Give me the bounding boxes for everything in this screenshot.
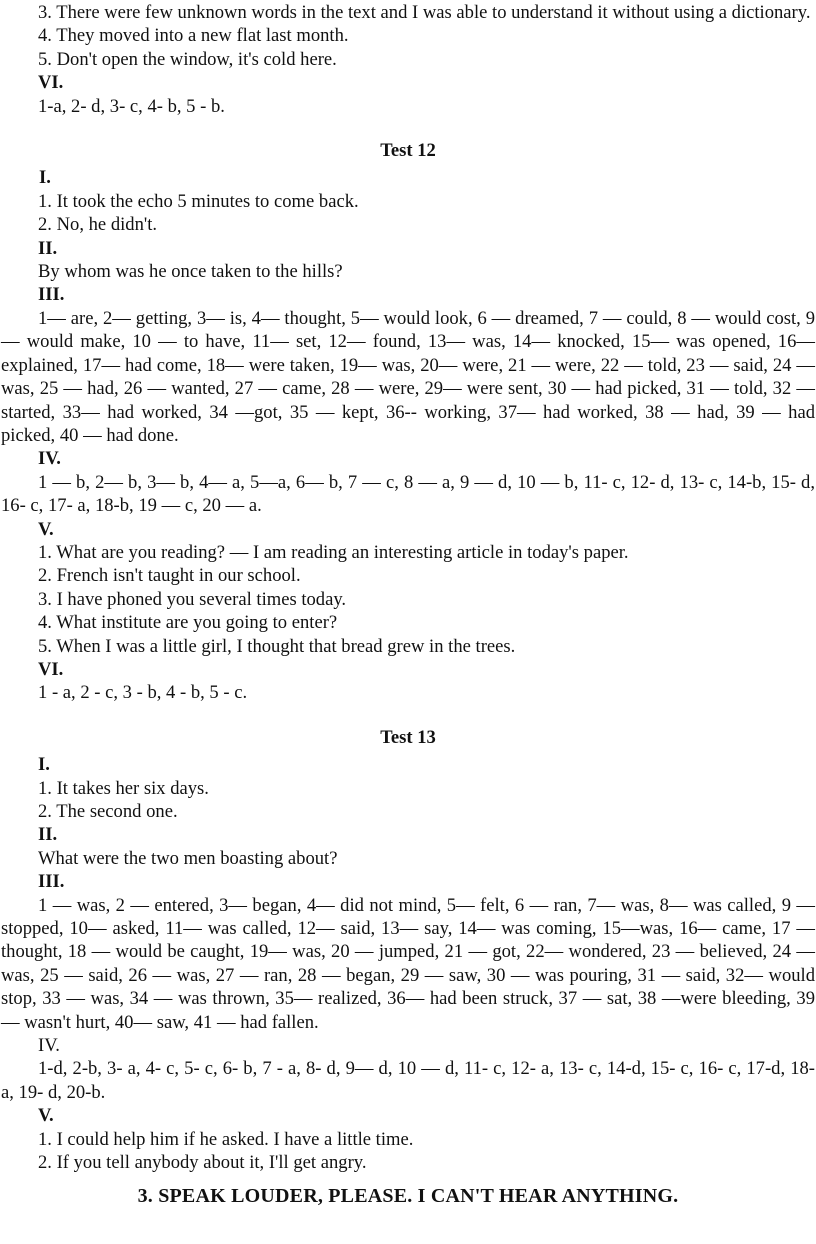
section-heading: IV. [38,1035,60,1057]
section-heading: III. [38,284,65,306]
answer-paragraph: 1— are, 2— getting, 3— is, 4— thought, 5— would look, 6 — dreamed, 7 — could, 8 — would cost, 9 — would make, 10 — to have, 11— set, 12— found, 13— was, 14— knocked, 15— was opened, 16— explained, 17— had come, 18— were taken, 19— was, 20— were, 21 — were, 22 — told, 23 — said, 24 — was, 25 — had, 26 — wanted, 27 — came, 28 — were, 29— were sent, 30 — had picked, 31 — told, 32 — started, 33— had worked, 34 —got, 35 — kept, 36-- working, 37— had worked, 38 — had, 39 — had picked, 40 — had done. [1,307,815,446]
section-heading: V. [38,518,54,540]
section-heading: V. [38,1105,54,1127]
answer-paragraph: 1 — b, 2— b, 3— b, 4— a, 5—a, 6— b, 7 — c, 8 — a, 9 — d, 10 — b, 11- c, 12- d, 13- c, 14-b, 15- d, 16- c, 17- a, 18-b, 19 — c, 20 — a. [1,471,815,517]
answer-line: 3. I have phoned you several times today. [38,588,347,610]
section-heading: III. [38,871,65,893]
answer-line: What were the two men boasting about? [38,847,338,869]
answer-paragraph: 1 — was, 2 — entered, 3— began, 4— did not mind, 5— felt, 6 — ran, 7— was, 8— was called, 9 — stopped, 10— asked, 11— was called, 12— said, 13— say, 14— was coming, 15—was, 16— came, 17 — thought, 18 — would be caught, 19— was, 20 — jumped, 21 — got, 22— wondered, 23 — believed, 24 — was, 25 — said, 26 — was, 27 — ran, 28 — began, 29 — saw, 30 — was pouring, 31 — said, 32— would stop, 33 — was, 34 — was thrown, 35— realized, 36— had been struck, 37 — sat, 38 —were bleeding, 39— wasn't hurt, 40— saw, 41 — had fallen. [1,894,815,1033]
section-heading: VI. [38,72,64,94]
section-heading: II. [38,824,58,846]
answer-line: 1 - a, 2 - c, 3 - b, 4 - b, 5 - c. [38,682,248,704]
answer-line: 1. It took the echo 5 minutes to come back. [38,190,359,212]
answer-line: 1. What are you reading? — I am reading an interesting article in today's paper. [38,541,629,563]
spacer [0,118,816,139]
spacer [0,705,816,726]
section-heading: I. [38,754,50,776]
section-title: 3. SPEAK LOUDER, PLEASE. I CAN'T HEAR ANYTHING. [137,1184,679,1207]
answer-line: 4. They moved into a new flat last month. [38,25,349,47]
answer-line: 2. The second one. [38,801,178,822]
section-heading: VI. [38,658,64,680]
test-title: Test 13 [380,726,436,748]
section-heading: I. [39,167,51,189]
answer-line: 3. There were few unknown words in the text and I was able to understand it without using a dictionary. [38,2,811,23]
answer-line: 1. It takes her six days. [38,777,209,799]
test-title: Test 12 [380,140,436,162]
section-heading: II. [38,237,58,259]
answer-line: 1. I could help him if he asked. I have a little time. [38,1128,414,1150]
answer-paragraph: 1-d, 2-b, 3- a, 4- c, 5- c, 6- b, 7 - a, 8- d, 9— d, 10 — d, 11- c, 12- a, 13- c, 14-d, 15- c, 16- c, 17-d, 18- a, 19- d, 20-b. [1,1058,815,1103]
answer-line: 2. If you tell anybody about it, I'll get angry. [38,1152,367,1174]
section-heading: IV. [38,448,61,470]
answer-line: 2. French isn't taught in our school. [38,565,301,587]
answer-line: 2. No, he didn't. [38,214,158,236]
answer-line: 5. When I was a little girl, I thought that bread grew in the trees. [38,635,516,657]
answer-line: 1-a, 2- d, 3- c, 4- b, 5 - b. [38,95,225,117]
answer-line: 5. Don't open the window, it's cold here. [38,48,337,70]
answer-line: By whom was he once taken to the hills? [38,261,343,283]
answer-line: 4. What institute are you going to enter? [38,612,338,634]
